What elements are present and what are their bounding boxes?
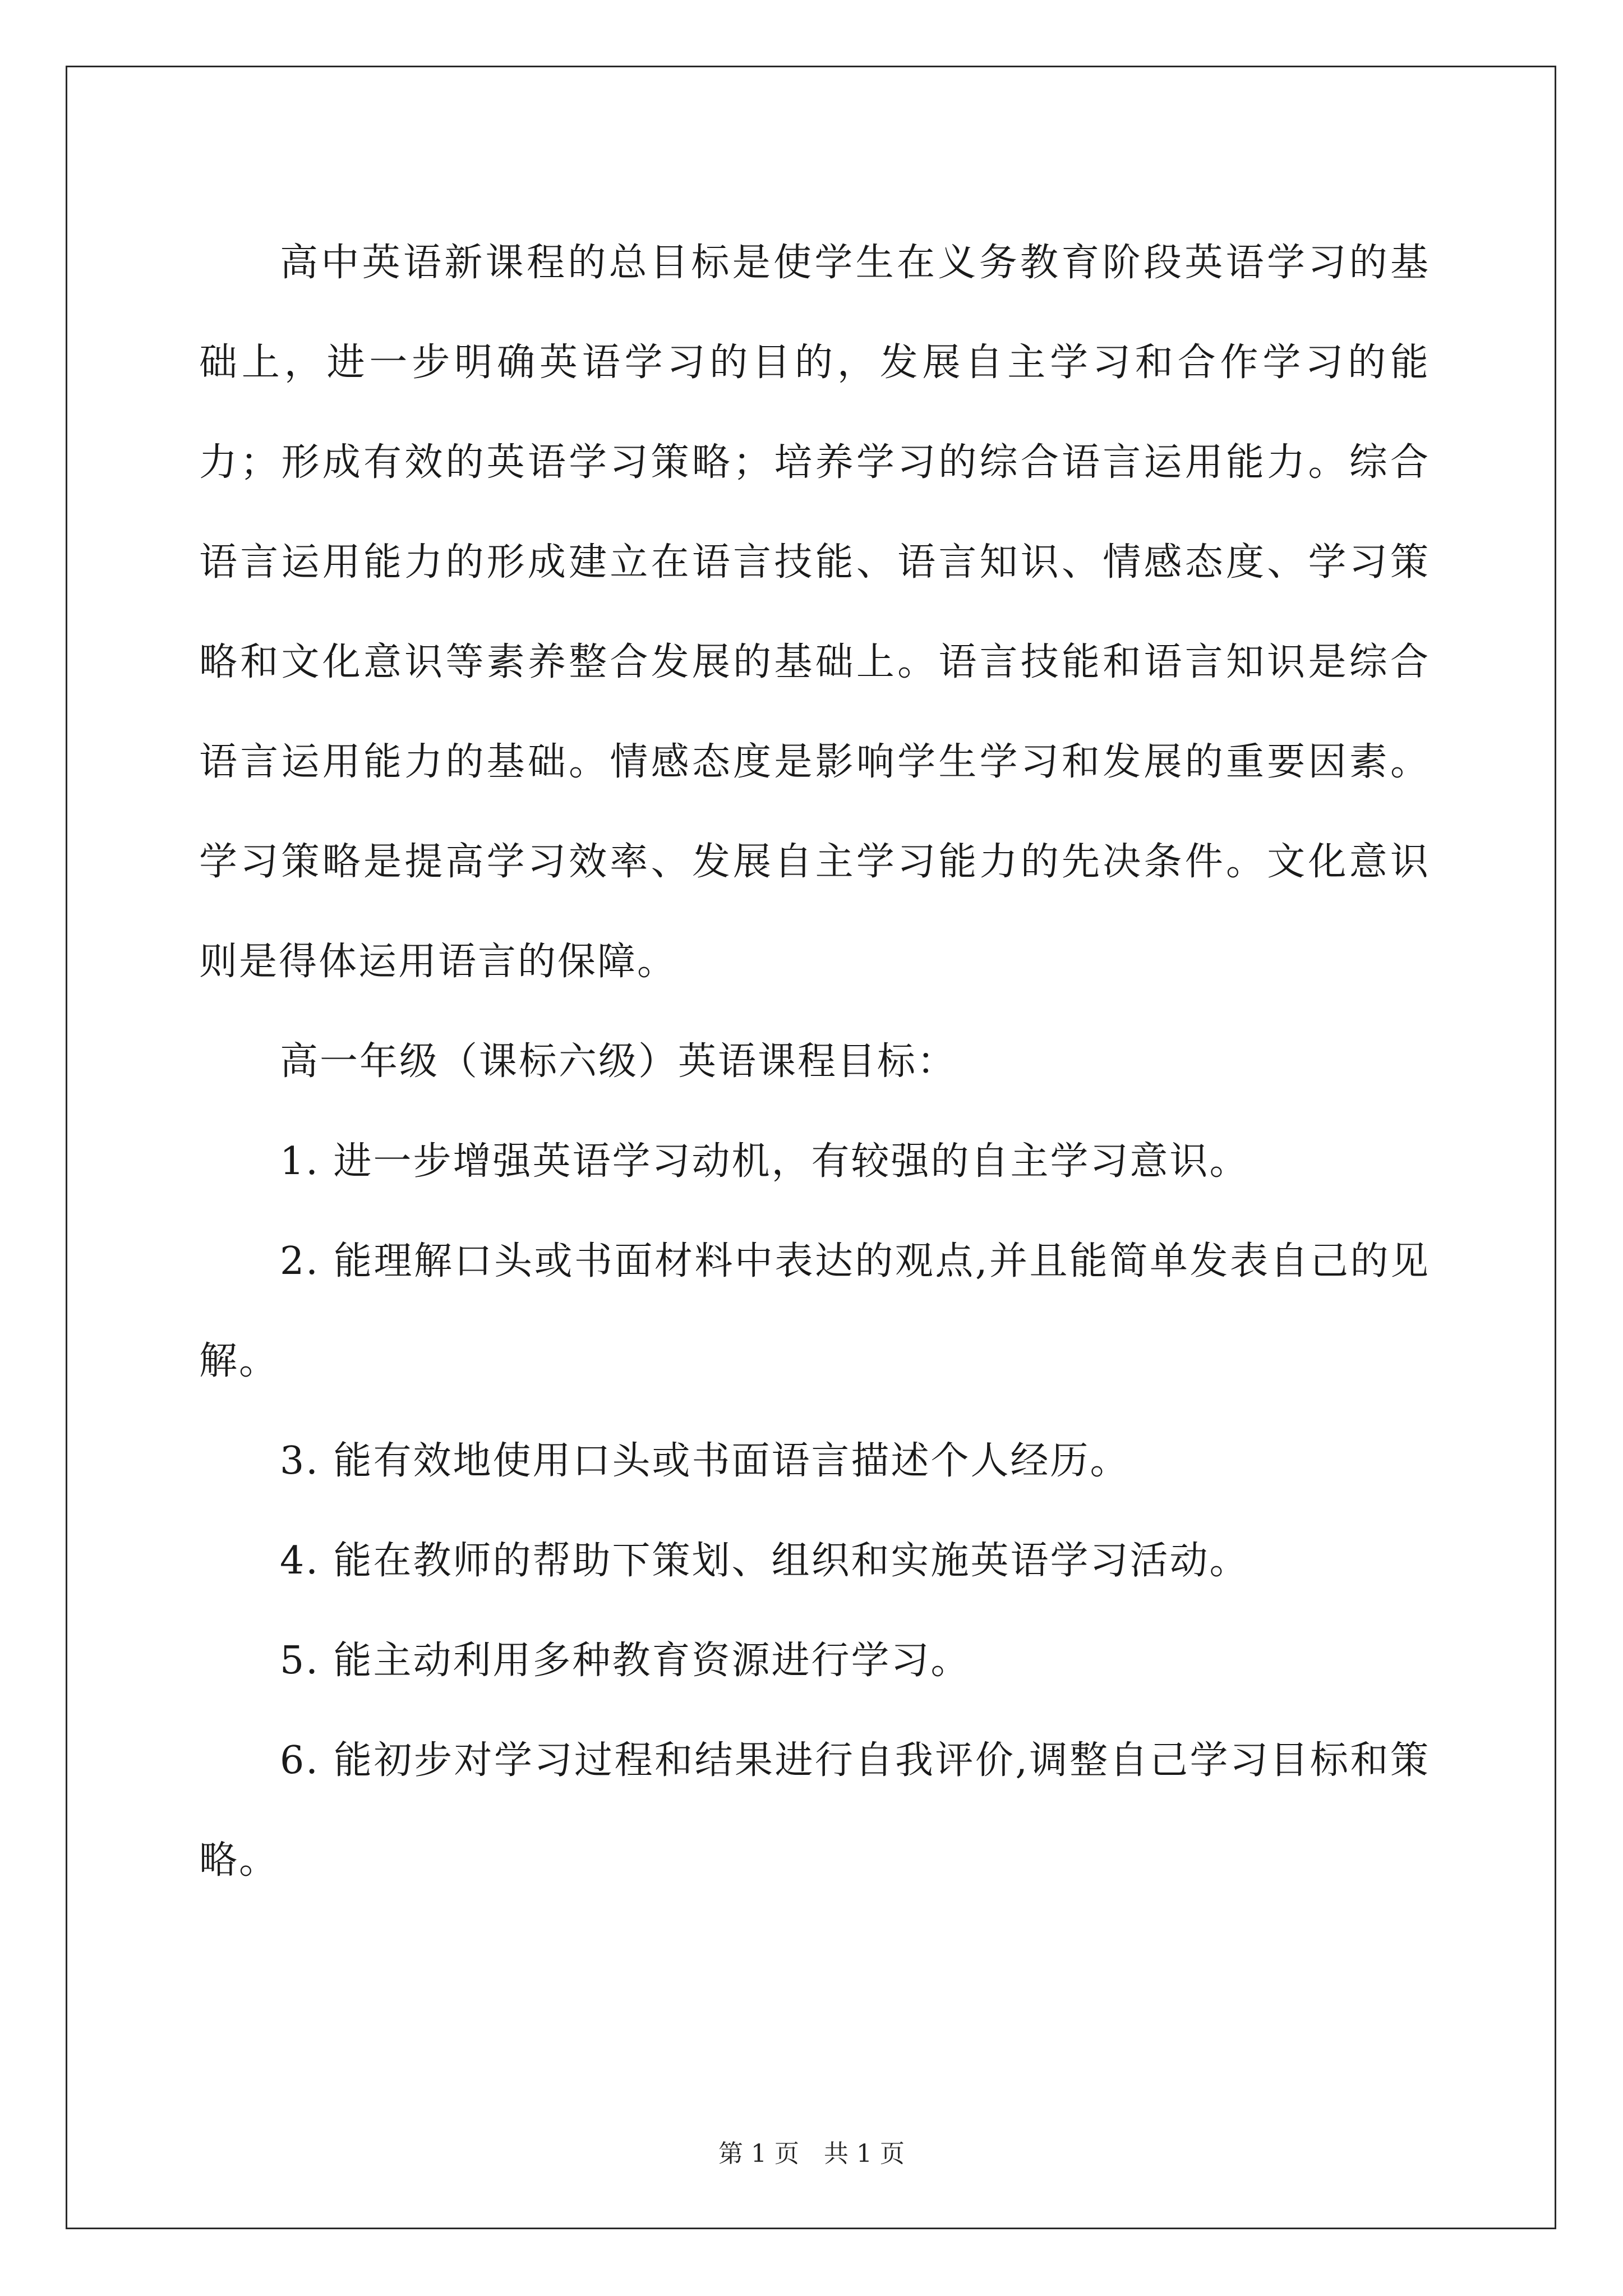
goal-item-3: 3. 能有效地使用口头或书面语言描述个人经历。: [280, 1439, 1130, 1483]
intro-paragraph: 高中英语新课程的总目标是使学生在义务教育阶段英语学习的基础上，进一步明确英语学习的目的，发展自主学习和合作学习的能力；形成有效的英语学习策略；培养学习的综合语言运用能力。综合语言运用能力的形成建立在语言技能、语言知识、情感态度、学习策略和文化意识等素养整合发展的基础上。语言技能和语言知识是综合语言运用能力的基础。情感态度是影响学生学习和发展的重要因素。学习策略是提高学习效率、发展自主学习能力的先决条件。文化意识则是得体运用语言的保障。: [199, 241, 1430, 984]
goals-heading: 高一年级（课标六级）英语课程目标：: [280, 1039, 957, 1084]
goal-item-5: 5. 能主动利用多种教育资源进行学习。: [280, 1639, 971, 1683]
page-footer: 第 1 页 共 1 页: [718, 2139, 905, 2168]
goal-item-4: 4. 能在教师的帮助下策划、组织和实施英语学习活动。: [280, 1539, 1249, 1583]
document-body: [199, 213, 1430, 1911]
goal-item-2: 2. 能理解口头或书面材料中表达的观点,并且能简单发表自己的见解。: [199, 1239, 1430, 1383]
goal-item-6: 6. 能初步对学习过程和结果进行自我评价,调整自己学习目标和策略。: [199, 1738, 1430, 1883]
goal-item-1: 1. 进一步增强英语学习动机，有较强的自主学习意识。: [280, 1139, 1249, 1184]
